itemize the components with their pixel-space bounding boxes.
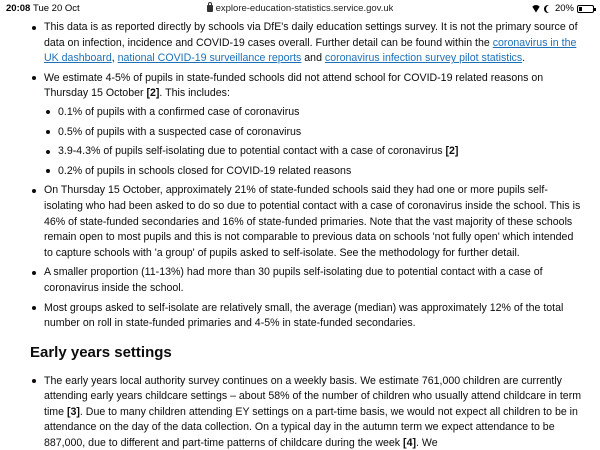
list-item-text: . This includes: (159, 87, 230, 100)
footnote-ref: [4] (403, 437, 416, 450)
list-item-text: . Due to many children attending EY settings on a part-time basis, we would not expect all children to be in attendance on the day of the data collection. On a typical day in the autumn term we expect attendance to be 887,000, due to different and part-time patterns of childcare during the week (44, 405, 578, 450)
sub-list (44, 105, 585, 179)
ios-status-bar (0, 0, 600, 18)
list-item-text: , (111, 52, 118, 65)
sub-list-item (44, 164, 585, 180)
address-bar[interactable] (0, 3, 600, 14)
list-item (30, 71, 585, 180)
sub-list-item (44, 125, 585, 141)
list-item-text: . We (416, 437, 438, 450)
clock-time: 20:08 (6, 3, 31, 14)
list-item-text: This data is as reported directly by schools via DfE's daily education settings survey. It is not the primary source of data on infection, incidence and COVID-19 cases overall. Further detail can be found within the (44, 21, 578, 49)
wifi-icon (531, 5, 541, 13)
key-findings-list (30, 20, 585, 332)
coronavirus-dashboard-link[interactable]: coronavirus in the UK dashboard (44, 36, 577, 65)
battery-percent: 20% (554, 3, 574, 14)
clock-date: Tue 20 Oct (33, 3, 80, 14)
list-item-text: and (301, 52, 325, 65)
address-bar-url: explore-education-statistics.service.gov.uk (215, 3, 394, 14)
sub-list-item-text: 0.2% of pupils in schools closed for COVID-19 related reasons (58, 164, 352, 177)
list-item-text: We estimate 4-5% of pupils in state-funded schools did not attend school for COVID-19 related reasons on Thursday 15 October (44, 71, 544, 100)
battery-fill (579, 7, 582, 11)
early-years-list (30, 374, 585, 450)
moon-icon (546, 5, 554, 13)
list-item-text: Most groups asked to self-isolate are relatively small, the average (median) was approximately 12% of the total number on roll in state-funded primaries and 4-5% in state-funded secondaries. (44, 301, 564, 330)
sub-list-item-text: 0.5% of pupils with a suspected case of coronavirus (58, 125, 302, 138)
sub-list-item-text: 0.1% of pupils with a confirmed case of coronavirus (58, 105, 300, 118)
footnote-ref: [2] (146, 87, 160, 100)
list-item-text: A smaller proportion (11-13%) had more than 30 pupils self-isolating due to potential contact with a case of coronavirus inside the school. (44, 266, 543, 294)
list-item (30, 301, 585, 332)
lock-icon (207, 5, 213, 12)
sub-list-item-text: 3.9-4.3% of pupils self-isolating due to potential contact with a case of coronavirus (58, 145, 446, 158)
section-heading: Early years settings (30, 343, 172, 361)
footnote-ref: [3] (66, 405, 80, 418)
list-item (30, 20, 585, 67)
sub-list-item (44, 105, 585, 121)
surveillance-reports-link[interactable]: national COVID-19 surveillance reports (117, 52, 302, 65)
list-item-text: On Thursday 15 October, approximately 21% of state-funded schools said they had one or more pupils self-isolating who had been asked to do so due to potential contact with a case of coronavirus inside the school. This is 46% of state-funded secondaries and 16% of state-funded primaries. Note that the vast majority of these schools remain open to most pupils and this is not comparable to previous data on schools 'not fully open' which intended to capture schools with 'a group' of pupils asked to self-isolate. See the methodology for further detail. (44, 184, 581, 259)
list-item (30, 183, 585, 261)
status-indicators (531, 3, 594, 14)
sub-list-item (44, 144, 585, 160)
list-item-text: . (522, 52, 526, 65)
list-item (30, 374, 585, 450)
battery-icon (577, 5, 594, 13)
infection-survey-link[interactable]: coronavirus infection survey pilot statistics (324, 52, 523, 65)
list-item (30, 265, 585, 296)
footnote-ref: [2] (445, 145, 459, 158)
list-item-text: The early years local authority survey continues on a weekly basis. We estimate 761,000 children are currently attending early years childcare settings – about 58% of the number of children who usually attend childcare in term time (44, 374, 582, 418)
main-content (30, 20, 585, 450)
